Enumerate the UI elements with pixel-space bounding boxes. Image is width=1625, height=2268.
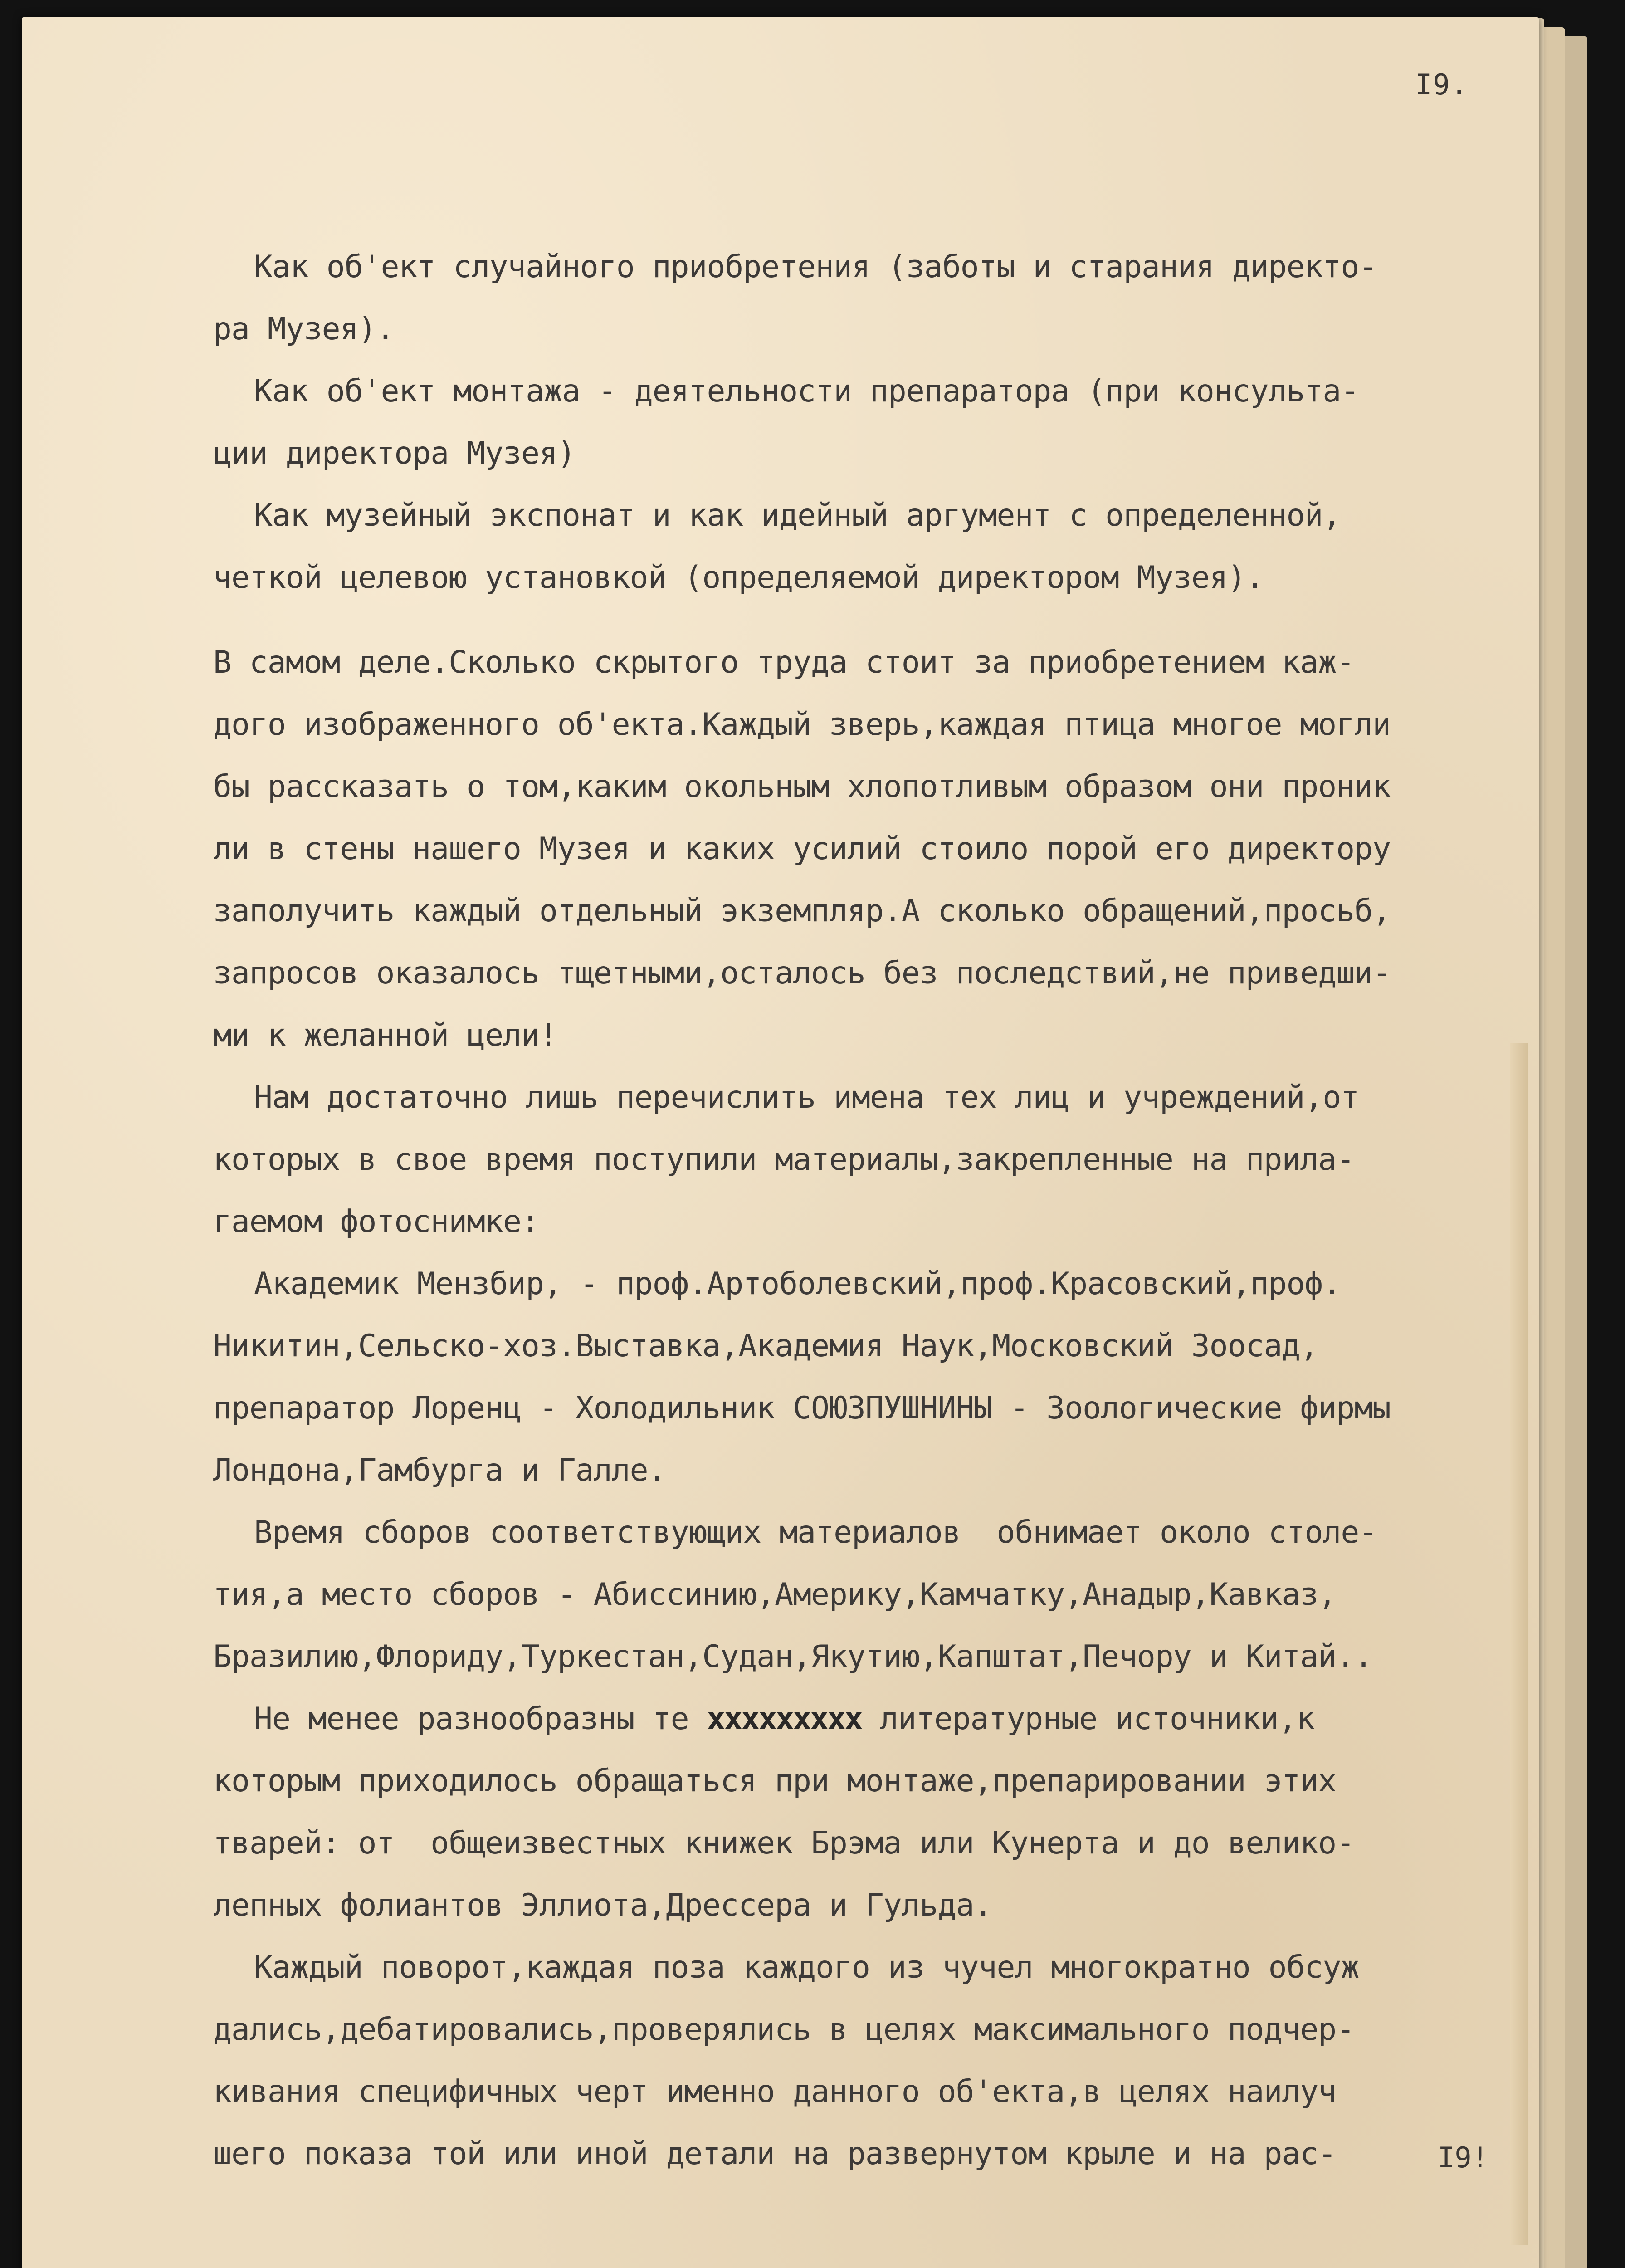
- text-line: запросов оказалось тщетными,осталось без последствий,не приведши-: [213, 955, 1391, 991]
- struck-out-word: ххххххххх: [707, 1701, 862, 1737]
- line-text: Не менее разнообразны те: [254, 1701, 707, 1737]
- text-line: Время сборов соответствующих материалов обнимает около столе-: [254, 1515, 1377, 1550]
- text-line: тия,а место сборов - Абиссинию,Америку,Камчатку,Анадыр,Кавказ,: [213, 1577, 1337, 1613]
- text-line: бы рассказать о том,каким окольным хлопотливым образом они проник: [213, 769, 1391, 805]
- text-line: которых в свое время поступили материалы,закрепленные на прила-: [213, 1142, 1355, 1178]
- line-text: литературные источники,к: [861, 1701, 1315, 1737]
- text-line: Как об'ект монтажа - деятельности препаратора (при консульта-: [254, 373, 1359, 409]
- paragraph-gap: [213, 609, 1528, 631]
- text-line: лепных фолиантов Эллиота,Дрессера и Гульда.: [213, 1887, 992, 1923]
- text-line: шего показа той или иной детали на развернутом крыле и на рас-: [213, 2136, 1337, 2172]
- text-line: Как об'ект случайного приобретения (заботы и старания директо-: [254, 249, 1377, 285]
- text-line: которым приходилось обращаться при монтаже,препарировании этих: [213, 1763, 1337, 1799]
- text-line: заполучить каждый отдельный экземпляр.А сколько обращений,просьб,: [213, 893, 1391, 929]
- text-line: Академик Мензбир, - проф.Артоболевский,проф.Красовский,проф.: [254, 1266, 1341, 1302]
- text-line: Бразилию,Флориду,Туркестан,Судан,Якутию,Капштат,Печору и Китай..: [213, 1639, 1373, 1675]
- text-line: ли в стены нашего Музея и каких усилий стоило порой его директору: [213, 831, 1391, 867]
- text-line: ции директора Музея): [213, 435, 576, 471]
- text-line: В самом деле.Сколько скрытого труда стоит за приобретением каж-: [213, 645, 1355, 680]
- text-line: препаратор Лоренц - Холодильник СОЮЗПУШНИНЫ - Зоологические фирмы: [213, 1390, 1391, 1426]
- page-number: I9.: [1415, 68, 1469, 101]
- text-line: Нам достаточно лишь перечислить имена тех лиц и учреждений,от: [254, 1080, 1359, 1115]
- text-line: тварей: от общеизвестных книжек Брэма или Кунерта и до велико-: [213, 1825, 1355, 1861]
- next-page-mark: I9!: [1438, 2141, 1488, 2174]
- text-line: ра Музея).: [213, 311, 395, 347]
- page-body: [213, 236, 1528, 2185]
- text-line: Каждый поворот,каждая поза каждого из чучел многократно обсуж: [254, 1950, 1359, 1985]
- text-line: ми к желанной цели!: [213, 1017, 557, 1053]
- text-line: Как музейный экспонат и как идейный аргумент с определенной,: [254, 498, 1341, 533]
- text-line: кивания специфичных черт именно данного об'екта,в целях наилуч: [213, 2074, 1337, 2110]
- text-line: дались,дебатировались,проверялись в целях максимального подчер-: [213, 2012, 1355, 2048]
- text-line: дого изображенного об'екта.Каждый зверь,каждая птица многое могли: [213, 707, 1391, 743]
- text-line: Лондона,Гамбурга и Галле.: [213, 1452, 666, 1488]
- text-line: четкой целевою установкой (определяемой директором Музея).: [213, 560, 1264, 596]
- text-line: Никитин,Сельско-хоз.Выставка,Академия Наук,Московский Зоосад,: [213, 1328, 1318, 1364]
- text-line: [213, 1688, 1528, 1750]
- text-line: гаемом фотоснимке:: [213, 1204, 539, 1240]
